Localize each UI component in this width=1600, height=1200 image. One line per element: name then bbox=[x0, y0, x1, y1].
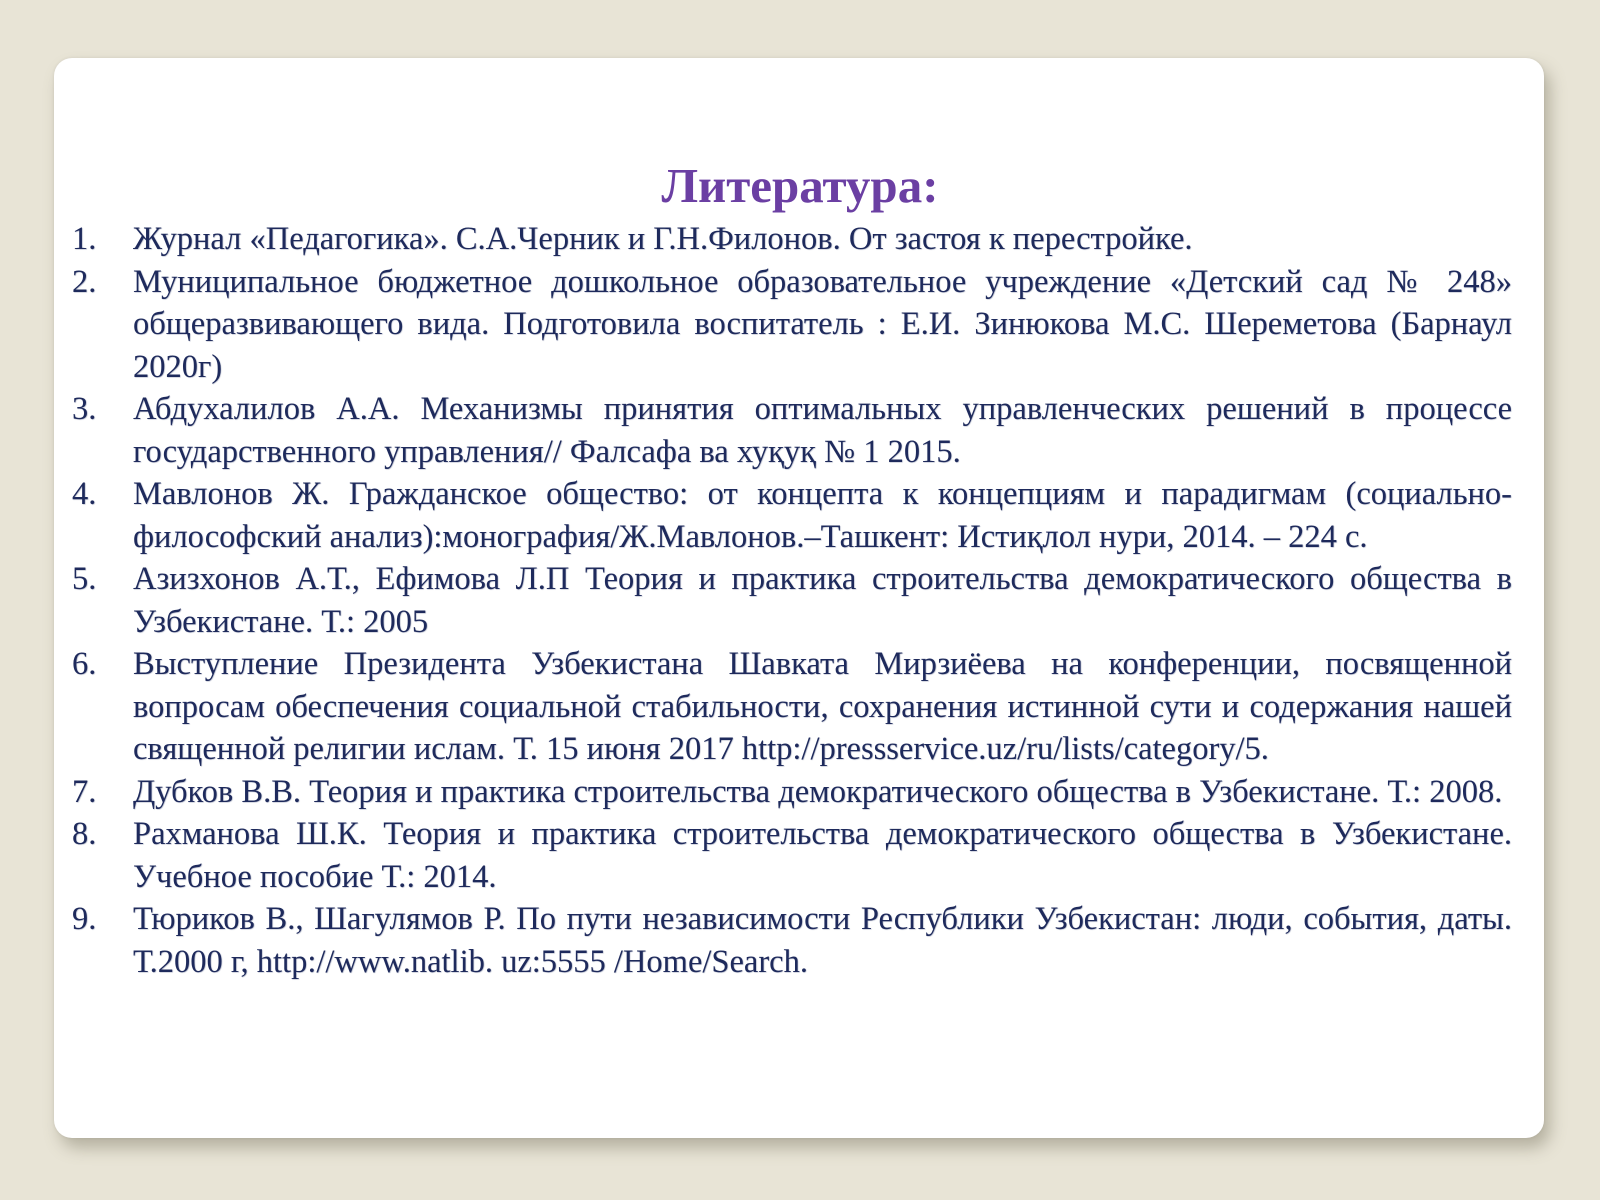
list-item-number: 5. bbox=[72, 561, 97, 597]
list-item-text: Мавлонов Ж. Гражданское общество: от концепта к концепциям и парадигмам (социально-философский анализ):монография/Ж.Мавлонов.–Ташкент: Истиқлол нури, 2014. – 224 с. bbox=[133, 476, 1512, 555]
list-item-number: 8. bbox=[72, 816, 97, 852]
list-item bbox=[72, 813, 1512, 898]
reference-list bbox=[72, 218, 1512, 983]
list-item-number: 9. bbox=[72, 901, 97, 937]
list-item bbox=[72, 218, 1512, 261]
list-item bbox=[72, 898, 1512, 983]
list-item-number: 2. bbox=[72, 263, 97, 300]
list-item-text: Рахманова Ш.К. Теория и практика строительства демократического общества в Узбекистане. Учебное пособие Т.: 2014. bbox=[133, 816, 1512, 895]
list-item-number: 4. bbox=[72, 476, 97, 512]
list-item-number: 1. bbox=[72, 221, 97, 257]
list-item-text: Абдухалилов А.А. Механизмы принятия оптимальных управленческих решений в процессе государственного управления// Фалсафа ва хуқуқ № 1 2015. bbox=[133, 391, 1512, 470]
list-item-text: Выступление Президента Узбекистана Шавката Мирзиёева на конференции, посвященной вопросам обеспечения социальной стабильности, сохранения истинной сути и содержания нашей священной религии ислам. Т. 15 июня 2017 http://pressservice.uz/ru/lists/category/5. bbox=[133, 646, 1512, 767]
list-item bbox=[72, 261, 1512, 389]
list-item-text: Журнал «Педагогика». С.А.Черник и Г.Н.Филонов. От застоя к перестройке. bbox=[133, 221, 1193, 257]
list-item-number: 3. bbox=[72, 391, 97, 427]
slide-title: Литература: bbox=[661, 158, 939, 213]
list-item-number: 6. bbox=[72, 646, 97, 682]
list-item-text: Азизхонов А.Т., Ефимова Л.П Теория и практика строительства демократического общества в Узбекистане. Т.: 2005 bbox=[133, 561, 1512, 640]
list-item-text: Тюриков В., Шагулямов Р. По пути независимости Республики Узбекистан: люди, события, даты. Т.2000 г, http://www.natlib. uz:5555 /Home/Search. bbox=[133, 901, 1512, 980]
list-item bbox=[72, 388, 1512, 473]
list-item-number: 7. bbox=[72, 773, 97, 810]
list-item-text: Муниципальное бюджетное дошкольное образовательное учреждение «Детский сад № 248» общеразвивающего вида. Подготовила воспитатель : Е.И. Зинюкова М.С. Шереметова (Барнаул 2020г) bbox=[133, 263, 1512, 385]
list-item bbox=[72, 771, 1512, 814]
list-item bbox=[72, 643, 1512, 771]
list-item bbox=[72, 558, 1512, 643]
list-item-text: Дубков В.В. Теория и практика строительства демократического общества в Узбекистане. Т.: 2008. bbox=[133, 773, 1503, 810]
list-item bbox=[72, 473, 1512, 558]
